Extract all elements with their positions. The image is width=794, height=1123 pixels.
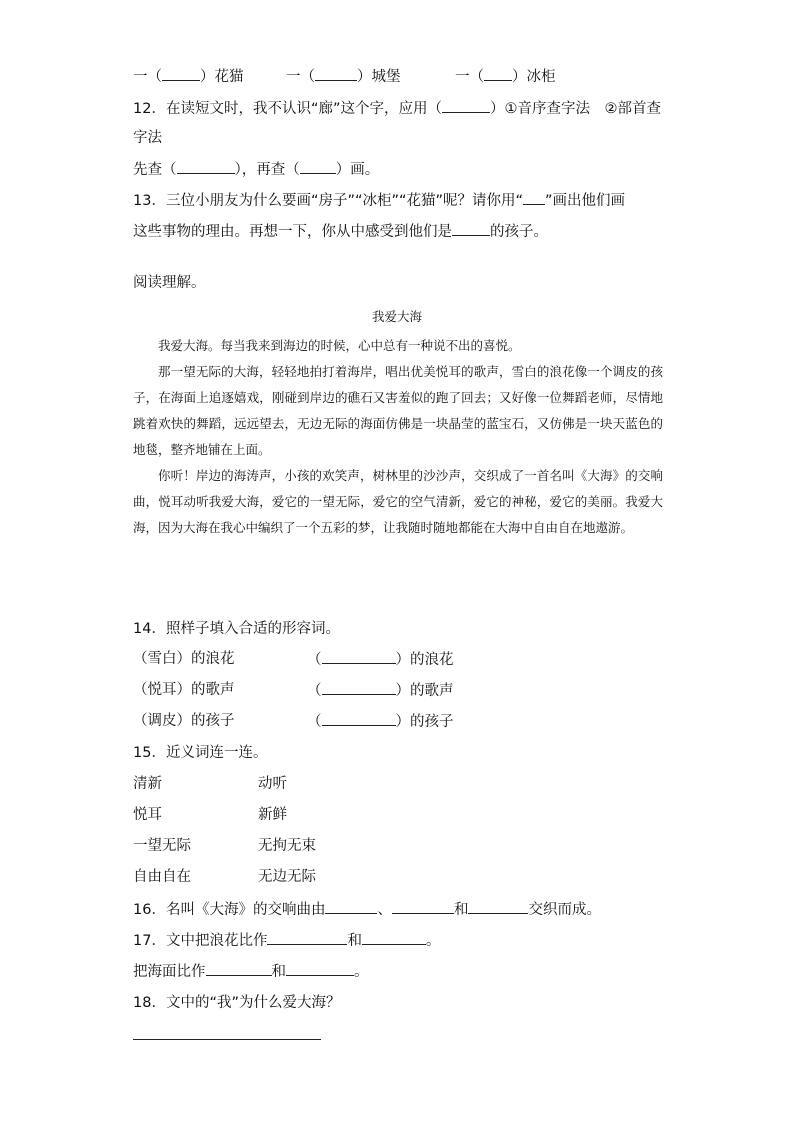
q17-blank-1[interactable] (267, 930, 347, 945)
q12-line2: 字法 (133, 130, 162, 146)
passage-paragraph-1: 我爱大海。每当我来到海边的时候，心中总有一种说不出的喜悦。 (158, 338, 521, 353)
q18-prompt: 18．文中的“我”为什么爱大海？ (133, 995, 341, 1011)
q13-text-d: 的孩子。 (490, 224, 548, 240)
q15-right-3[interactable]: 无拘无束 (258, 838, 316, 854)
q14-answer-2 (307, 680, 454, 701)
q14-close-3: ）的孩子 (395, 714, 454, 730)
q16-blank-1[interactable] (325, 899, 377, 914)
q11-item2-prefix: 一（ (286, 69, 315, 85)
q17-text-a: 17．文中把浪花比作 (133, 933, 268, 949)
q16-text-b: 、 (377, 902, 392, 918)
q15-left-4[interactable]: 自由自在 (133, 869, 191, 885)
q14-blank-2[interactable] (322, 680, 396, 695)
q13-line1 (133, 190, 625, 211)
passage-body (133, 333, 663, 541)
q13-trait-blank[interactable] (452, 221, 490, 236)
passage-paragraph-3: 你听！岸边的海涛声，小孩的欢笑声，树林里的沙沙声，交织成了一首名叫《大海》的交响曲，悦耳动听我爱大海，爱它的一望无际，爱它的空气清新，爱它的神秘，爱它的美丽。我爱大海，因为大海在我心中编织了一个五彩的梦，让我随时随地都能在大海中自由自在地遨游。 (133, 468, 663, 535)
q12-method-blank[interactable] (442, 98, 490, 113)
reading-heading: 阅读理解。 (133, 275, 206, 291)
q14-open-3: （ (307, 714, 322, 730)
q16-blank-2[interactable] (392, 899, 454, 914)
q12-line3 (133, 159, 379, 180)
q14-close-1: ）的浪花 (395, 652, 454, 668)
q11-item3 (455, 66, 556, 87)
q15-right-4[interactable]: 无边无际 (258, 869, 316, 885)
q13-line2 (133, 221, 548, 242)
q17-blank-3[interactable] (206, 961, 272, 976)
q11-item3-blank[interactable] (484, 66, 512, 81)
q16-text-c: 和 (453, 902, 469, 918)
q12-text-c: 先查（ (133, 162, 177, 178)
q13-text-b: ”画出他们画 (545, 193, 626, 209)
q11-item1-prefix: 一（ (133, 69, 162, 85)
q11-line (133, 66, 244, 87)
q13-text-c: 这些事物的理由。再想一下，你从中感受到他们是 (133, 224, 452, 240)
q16-text-a: 16．名叫《大海》的交响曲由 (133, 902, 326, 918)
q17-line2 (133, 961, 369, 982)
q13-mark-blank[interactable] (523, 190, 545, 205)
q14-close-2: ）的歌声 (395, 683, 454, 699)
q14-open-1: （ (307, 652, 322, 668)
q12-radical-blank[interactable] (177, 159, 235, 174)
q17-text-d: 把海面比作 (133, 964, 206, 980)
q14-answer-3 (307, 711, 454, 732)
q11-item1-suffix: ）花猫 (200, 69, 244, 85)
passage-paragraph-2: 那一望无际的大海，轻轻地拍打着海岸，唱出优美悦耳的歌声，雪白的浪花像一个调皮的孩子，在海面上追逐嬉戏，刚碰到岸边的礁石又害羞似的跑了回去；又好像一位舞蹈老师，尽情地跳着欢快的舞蹈，远远望去，无边无际的海面仿佛是一块晶莹的蓝宝石，又仿佛是一块天蓝色的地毯，整齐地铺在上面。 (133, 364, 663, 457)
q15-left-2[interactable]: 悦耳 (133, 807, 162, 823)
q16-text-d: 交织而成。 (528, 902, 601, 918)
q16-blank-3[interactable] (468, 899, 528, 914)
q11-item2 (286, 66, 401, 87)
passage-title: 我爱大海 (371, 309, 422, 324)
q18-answer-line[interactable] (133, 1039, 321, 1040)
q17-text-c: 。 (425, 933, 441, 949)
q11-item2-blank[interactable] (315, 66, 357, 81)
q17-blank-2[interactable] (362, 930, 426, 945)
q14-answer-1 (307, 649, 454, 670)
q17-text-e: 和 (271, 964, 286, 980)
q12-line1 (133, 98, 661, 119)
q12-strokes-blank[interactable] (300, 159, 336, 174)
q15-left-3[interactable]: 一望无际 (133, 838, 191, 854)
q15-left-1[interactable]: 清新 (133, 776, 162, 792)
q12-text-e: ）画。 (335, 162, 380, 178)
q14-example-3: （调皮）的孩子 (133, 713, 235, 729)
q13-text-a: 13．三位小朋友为什么要画“房子”“冰柜”“花猫”呢？请你用“ (133, 193, 524, 209)
q14-blank-3[interactable] (322, 711, 396, 726)
q15-right-1[interactable]: 动听 (258, 776, 287, 792)
q11-item1-blank[interactable] (162, 66, 200, 81)
q11-item2-suffix: ）城堡 (357, 69, 401, 85)
q12-text-d: ），再查（ (234, 162, 300, 178)
q17-text-b: 和 (347, 933, 362, 949)
q12-text-a: 12．在读短文时，我不认识“廊”这个字，应用（ (133, 101, 442, 117)
q17-blank-4[interactable] (286, 961, 354, 976)
q14-open-2: （ (307, 683, 322, 699)
q15-right-2[interactable]: 新鲜 (258, 807, 287, 823)
q11-item3-suffix: ）冰柜 (512, 69, 556, 85)
q14-example-2: （悦耳）的歌声 (133, 682, 235, 698)
q17-text-f: 。 (354, 964, 369, 980)
q14-example-1: （雪白）的浪花 (133, 651, 235, 667)
q17-line1 (133, 930, 440, 951)
q12-text-b: ）①音序查字法 ②部首查 (489, 101, 661, 117)
q16-line (133, 899, 601, 920)
q11-item3-prefix: 一（ (455, 69, 484, 85)
q15-prompt: 15．近义词连一连。 (133, 745, 268, 761)
q14-prompt: 14．照样子填入合适的形容词。 (133, 621, 340, 637)
q14-blank-1[interactable] (322, 649, 396, 664)
